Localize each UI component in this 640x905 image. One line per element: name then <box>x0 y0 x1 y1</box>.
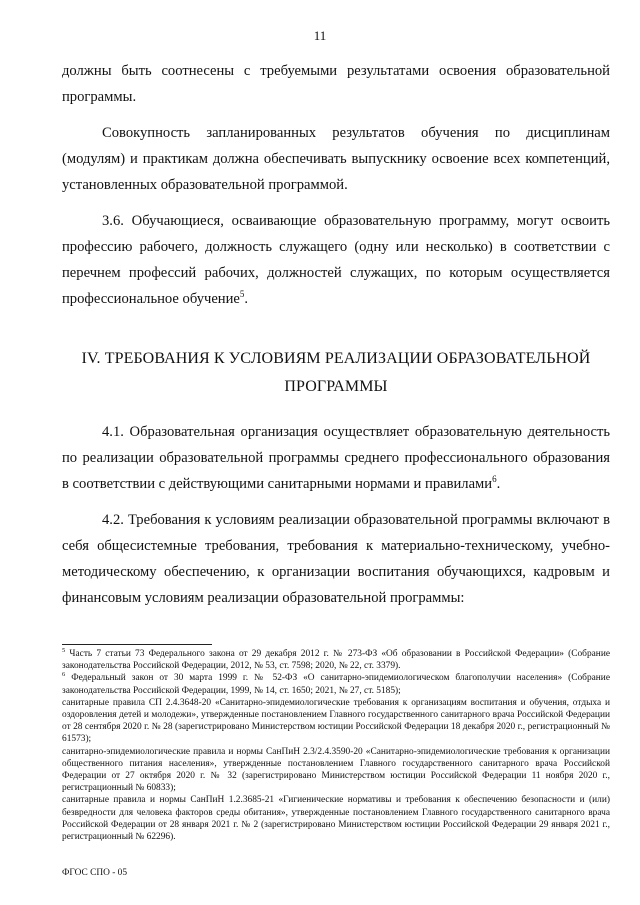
footnote-6-item-c: санитарные правила и нормы СанПиН 1.2.3685-21 «Гигиенические нормативы и требования к обеспечению безопасности и (или) безвредности для человека факторов среды обитания», утвержденные постановлением Главного государственного санитарного врача Российской Федерации от 28 января 2021 г. № 2 (зарегистрировано Министерством юстиции Российской Федерации 29 января 2021 г., регистрационный № 62296). <box>62 795 610 843</box>
page-number: 11 <box>313 28 327 43</box>
footnote-5 <box>62 648 610 672</box>
footnote-separator <box>62 644 212 645</box>
footnote-ref-6[interactable]: 6 <box>492 474 497 485</box>
footnote-ref-5[interactable]: 5 <box>239 289 245 300</box>
footnote-5-mark: 5 <box>62 646 66 654</box>
footnotes <box>62 648 610 843</box>
document-footer: ФГОС СПО - 05 <box>62 868 128 878</box>
paragraph-4-1-end: . <box>496 476 501 492</box>
paragraph-results: Совокупность запланированных результатов обучения по дисциплинам (модулям) и практикам должна обеспечивать выпускнику освоение всех компетенций, установленных образовательной программой. <box>62 125 610 193</box>
paragraph-continuation: должны быть соотнесены с требуемыми результатами освоения образовательной программы. <box>62 63 610 105</box>
paragraph-3-6-text: 3.6. Обучающиеся, осваивающие образовательную программу, могут освоить профессию рабочего, должность служащего (одну или несколько) в соответствии с перечнем профессий рабочих, должностей служащих, по которым осуществляется профессиональное обучение <box>62 213 610 307</box>
main-text <box>62 58 610 611</box>
footnote-6-text: Федеральный закон от 30 марта 1999 г. № 52-ФЗ «О санитарно-эпидемиологическом благополучии населения» (Собрание законодательства Российской Федерации, 1999, № 14, ст. 1650; 2021, № 27, ст. 5185); <box>62 673 610 696</box>
section-heading: IV. ТРЕБОВАНИЯ К УСЛОВИЯМ РЕАЛИЗАЦИИ ОБРАЗОВАТЕЛЬНОЙ ПРОГРАММЫ <box>81 350 591 395</box>
paragraph-3-6 <box>62 208 610 312</box>
footnote-6-mark: 6 <box>62 671 66 679</box>
paragraph-4-2: 4.2. Требования к условиям реализации образовательной программы включают в себя общесистемные требования, требования к материально-техническому, учебно-методическому обеспечению, к организации воспитания обучающихся, кадровым и финансовым условиям реализации образовательной программы: <box>62 512 610 606</box>
footnote-6-item-a: санитарные правила СП 2.4.3648-20 «Санитарно-эпидемиологические требования к организациям воспитания и обучения, отдыха и оздоровления детей и молодежи», утвержденные постановлением Главного государственного санитарного врача Российской Федерации от 28 сентября 2020 г. № 28 (зарегистрировано Министерством юстиции Российской Федерации 18 декабря 2020 г., регистрационный № 61573); <box>62 697 610 745</box>
footnote-6-item-b: санитарно-эпидемиологические правила и нормы СанПиН 2.3/2.4.3590-20 «Санитарно-эпидемиологические требования к организации общественного питания населения», утвержденные постановлением Главного государственного санитарного врача Российской Федерации от 27 октября 2020 г. № 32 (зарегистрировано Министерством юстиции Российской Федерации 11 ноября 2020 г., регистрационный № 60833); <box>62 746 610 794</box>
footnote-6 <box>62 672 610 696</box>
paragraph-3-6-end: . <box>244 291 249 307</box>
footnote-5-text: Часть 7 статьи 73 Федерального закона от 29 декабря 2012 г. № 273-ФЗ «Об образовании в Российской Федерации» (Собрание законодательства Российской Федерации, 2012, № 53, ст. 7598; 2020, № 22, ст. 3379). <box>62 649 610 672</box>
paragraph-4-1 <box>62 419 610 497</box>
paragraph-4-1-text: 4.1. Образовательная организация осуществляет образовательную деятельность по реализации образовательной программы среднего профессионального образования в соответствии с действующими санитарными нормами и правилами <box>62 424 610 492</box>
